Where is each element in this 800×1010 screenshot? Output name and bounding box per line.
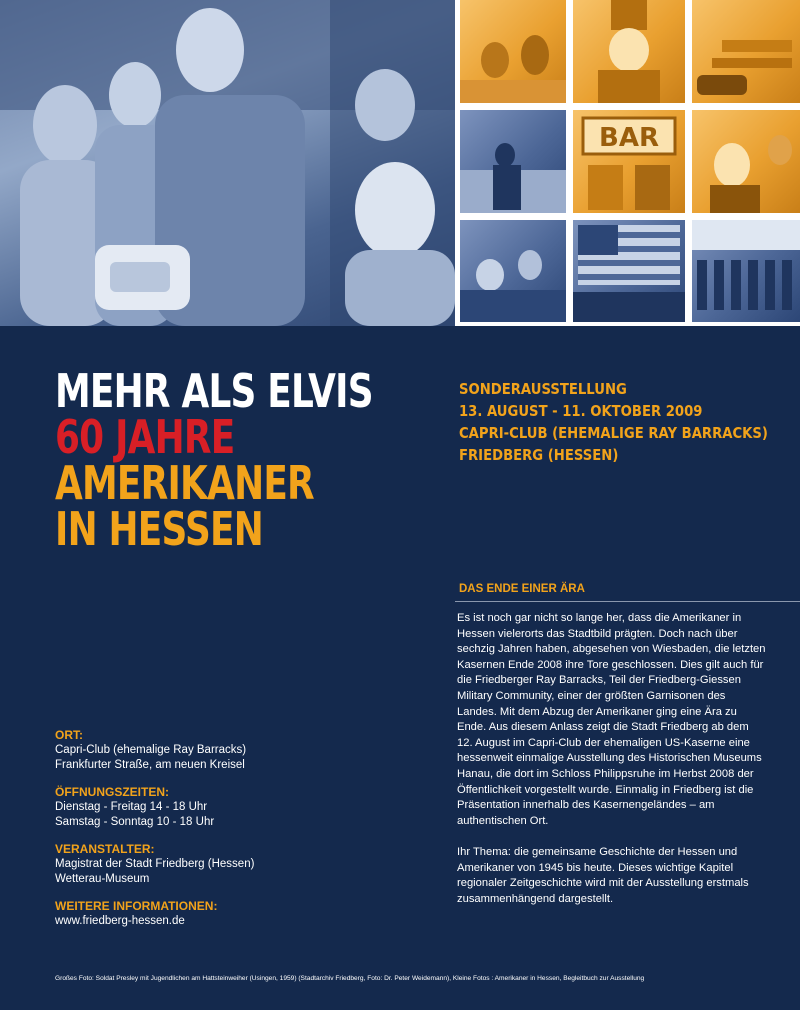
tile-7 bbox=[460, 220, 566, 322]
location-line-2: Frankfurter Straße, am neuen Kreisel bbox=[55, 759, 245, 771]
uncle-sam-photo bbox=[573, 0, 685, 103]
headline-line-4: IN HESSEN bbox=[55, 502, 264, 556]
bar-sign: BAR bbox=[599, 123, 659, 153]
workers-photo bbox=[460, 0, 566, 103]
tile-1 bbox=[460, 0, 566, 103]
tile-5 bbox=[573, 110, 685, 213]
location-label: ORT: bbox=[55, 728, 83, 742]
article-paragraph-1: Es ist noch gar nicht so lange her, dass die Amerikaner in Hessen vielerorts das Stadtbild prägten. Doch nach über sechzig Jahren haben, abgesehen von Wiesbaden, die letzten Kasernen Ende 2008 ihre Tore geschlossen. Dies gilt auch für die Friedberger Ray Barracks, Teil der Friedberg-Giessen Military Community, einer der größten Garnisonen des Landes. Mit dem Abzug der Amerikaner ging eine Ära zu Ende. Aus diesem Anlass zeigt die Stadt Friedberg ab dem 12. August im Capri-Club der ehemaligen US-Kaserne eine hessenweit einmalige Ausstellung des Historischen Museums Hanau, die dort im Schloss Philippsruhe im Herbst 2008 der Öffentlichkeit vorgestellt wurde. Einmalig in Friedberg ist die Präsentation innerhalb des Kasernengeländes – am authentischen Ort. bbox=[457, 612, 766, 827]
tile-9 bbox=[692, 220, 800, 322]
location-block bbox=[55, 728, 385, 773]
flag-ceremony-photo bbox=[573, 220, 685, 322]
president-photo bbox=[692, 110, 800, 213]
soldier-with-youths-photo bbox=[0, 0, 455, 326]
organizer-line-2: Wetterau-Museum bbox=[55, 873, 150, 885]
bar-storefront-photo bbox=[573, 110, 685, 213]
photo-grid bbox=[460, 0, 800, 322]
more-info-block bbox=[55, 899, 385, 929]
photo-band bbox=[0, 0, 800, 326]
location-line-1: Capri-Club (ehemalige Ray Barracks) bbox=[55, 744, 247, 756]
headline-line-1: MEHR ALS ELVIS bbox=[55, 364, 373, 418]
article-body bbox=[457, 611, 767, 923]
website-link[interactable]: www.friedberg-hessen.de bbox=[55, 915, 185, 927]
organizer-line-1: Magistrat der Stadt Friedberg (Hessen) bbox=[55, 858, 255, 870]
troops-parade-photo bbox=[692, 220, 800, 322]
headline-line-2: 60 JAHRE bbox=[55, 410, 235, 464]
soldiers-on-road-photo bbox=[460, 110, 566, 213]
crowd-photo bbox=[460, 220, 566, 322]
exhibition-details bbox=[459, 378, 768, 466]
article-paragraph-2: Ihr Thema: die gemeinsame Geschichte der Hessen und Amerikaner von 1945 bis heute. Dieses wichtige Kapitel regionaler Zeitgeschichte wird mit der Ausstellung erstmals zusammenhängend dargestellt. bbox=[457, 845, 749, 905]
military-vehicles-photo bbox=[692, 0, 800, 103]
opening-hours-label: ÖFFNUNGSZEITEN: bbox=[55, 785, 169, 799]
opening-hours-line-1: Dienstag - Freitag 14 - 18 Uhr bbox=[55, 801, 208, 813]
main-headline bbox=[55, 364, 373, 556]
photo-credits: Großes Foto: Soldat Presley mit Jugendlichen am Hattsteinweiher (Usingen, 1959) (Stadtarchiv Friedberg, Foto: Dr. Peter Weidemann), Kleine Fotos : Amerikaner in Hessen, Begleitbuch zur Ausstellung bbox=[55, 975, 645, 982]
divider bbox=[455, 601, 800, 602]
visitor-info bbox=[55, 728, 385, 941]
tile-3 bbox=[692, 0, 800, 103]
exhibition-venue: CAPRI-CLUB (EHEMALIGE RAY BARRACKS) bbox=[459, 424, 768, 442]
organizer-label: VERANSTALTER: bbox=[55, 842, 155, 856]
more-info-label: WEITERE INFORMATIONEN: bbox=[55, 899, 218, 913]
opening-hours-block bbox=[55, 785, 385, 830]
opening-hours-line-2: Samstag - Sonntag 10 - 18 Uhr bbox=[55, 816, 215, 828]
headline-line-3: AMERIKANER bbox=[55, 456, 314, 510]
exhibition-dates: 13. AUGUST - 11. OKTOBER 2009 bbox=[459, 402, 703, 420]
tile-4 bbox=[460, 110, 566, 213]
exhibition-city: FRIEDBERG (HESSEN) bbox=[459, 446, 619, 464]
exhibition-type: SONDERAUSSTELLUNG bbox=[459, 380, 627, 398]
tile-2 bbox=[573, 0, 685, 103]
tile-8 bbox=[573, 220, 685, 322]
tile-6 bbox=[692, 110, 800, 213]
organizer-block bbox=[55, 842, 385, 887]
article-title: DAS ENDE EINER ÄRA bbox=[459, 583, 585, 595]
